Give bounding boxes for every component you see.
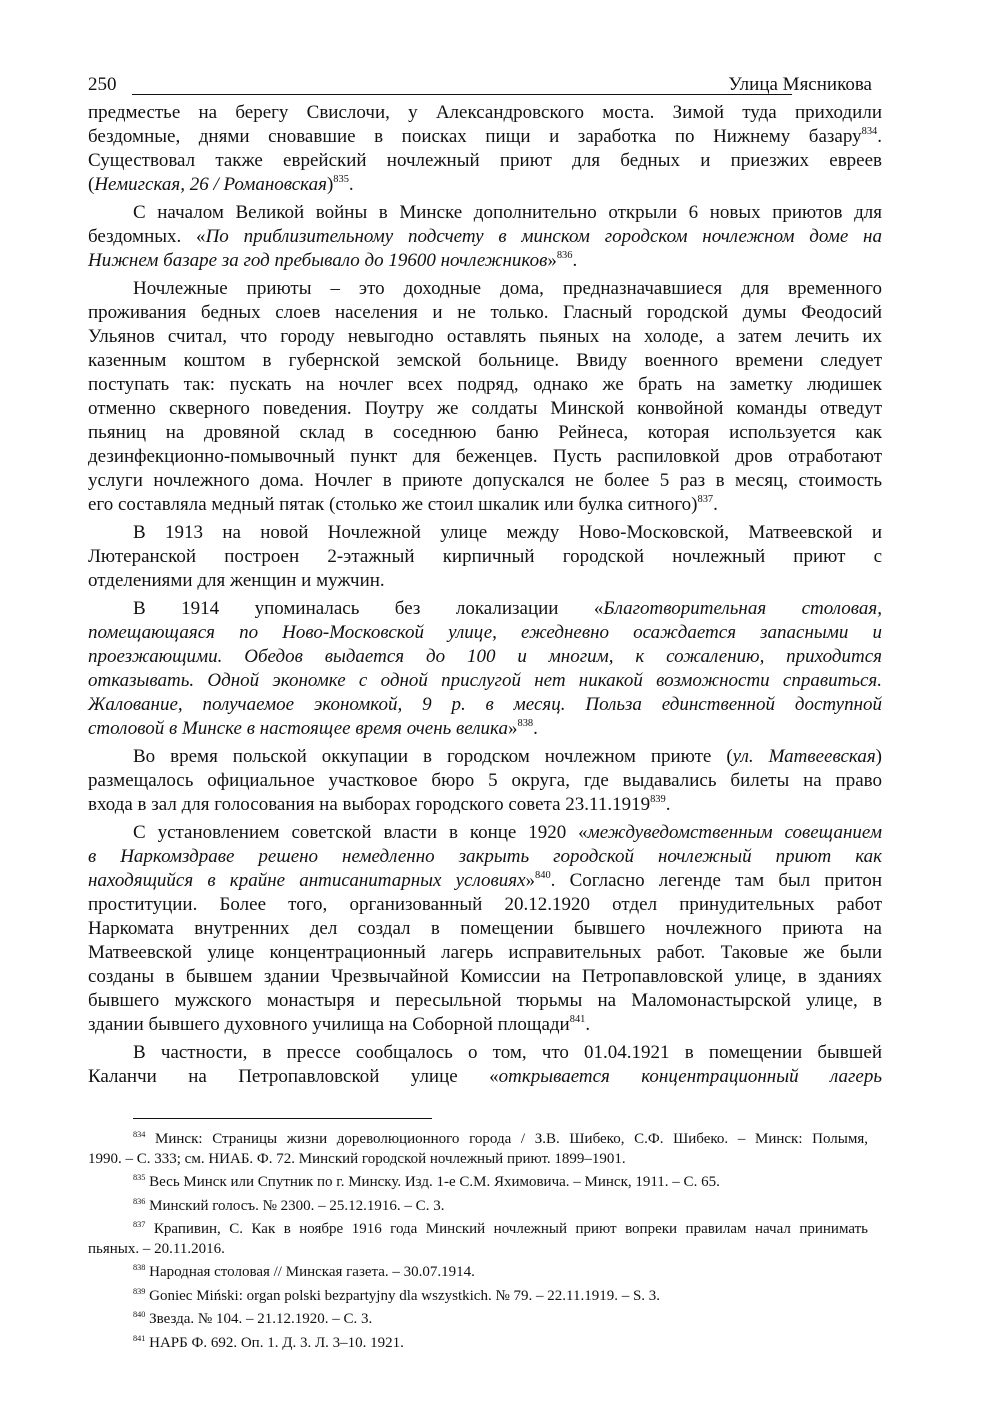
text-run: пьяниц на дровяной склад в соседнюю баню Рейнеса, которая используется как xyxy=(88,422,882,443)
text-run: отделениями для женщин и мужчин. xyxy=(88,570,385,591)
footnote-ref: 836 xyxy=(556,250,573,262)
text-run: дезинфекционно-помывочный пункт для беженцев. Пусть распиловкой дров отработают xyxy=(88,446,882,467)
text-run: В частности, в прессе сообщалось о том, что 01.04.1921 в помещении бывшей xyxy=(133,1042,882,1063)
footnote-ref: 840 xyxy=(535,870,551,882)
quoted-text: Жалование, получаемое экономкой, 9 р. в месяц. Польза единственной доступной xyxy=(88,694,882,715)
footnote xyxy=(88,1197,868,1217)
text-run: Минск: Страницы жизни дореволюционного города / З.В. Шибеко, С.Ф. Шибеко. – Минск: Полымя, xyxy=(145,1131,868,1147)
text-line xyxy=(88,893,882,917)
main-text xyxy=(88,101,882,1089)
text-line xyxy=(88,1130,868,1150)
text-run: Минский голосъ. № 2300. – 25.12.1916. – С. 3. xyxy=(145,1197,445,1214)
text-line xyxy=(88,965,882,989)
text-line xyxy=(88,349,882,373)
text-run: . xyxy=(533,718,538,739)
text-run: услуги ночлежного дома. Ночлег в приюте допускался не более 5 раз в месяц, стоимость xyxy=(88,470,882,491)
paragraph xyxy=(88,201,882,273)
text-line xyxy=(88,225,882,249)
text-line xyxy=(88,545,882,569)
footnote xyxy=(88,1130,868,1169)
text-line xyxy=(88,149,882,173)
text-line xyxy=(88,769,882,793)
text-line xyxy=(88,693,882,717)
text-run: Ночлежные приюты – это доходные дома, предназначавшиеся для временного xyxy=(133,278,882,299)
text-run: ) xyxy=(326,174,334,195)
text-run: проживания бедных слоев населения и не только. Гласный городской думы Феодосий xyxy=(88,302,882,323)
text-run: . xyxy=(585,1014,591,1035)
text-run: С началом Великой войны в Минске дополнительно открыли 6 новых приютов для xyxy=(133,202,882,223)
footnote-ref: 838 xyxy=(133,1262,146,1272)
text-line xyxy=(88,1173,868,1193)
text-line xyxy=(88,1041,882,1065)
text-run: С установлением советской власти в конце 1920 « xyxy=(133,822,588,843)
text-line xyxy=(88,1150,868,1170)
text-line xyxy=(88,201,882,225)
text-run: » xyxy=(525,870,536,891)
text-line xyxy=(88,717,882,741)
text-line xyxy=(88,1013,882,1037)
footnote xyxy=(88,1173,868,1193)
text-run: бездомных. « xyxy=(88,226,206,247)
text-line xyxy=(88,1334,868,1354)
text-run: НАРБ Ф. 692. Оп. 1. Д. 3. Л. 3–10. 1921. xyxy=(145,1334,404,1351)
text-run: казенным коштом в губернской земской больнице. Ввиду военного времени следует xyxy=(88,350,882,371)
text-run: проституции. Более того, организованный 20.12.1920 отдел принудительных работ xyxy=(88,894,882,915)
text-line xyxy=(88,101,882,125)
text-line xyxy=(88,597,882,621)
paragraph xyxy=(88,1041,882,1089)
text-line xyxy=(88,521,882,545)
text-line xyxy=(88,917,882,941)
text-line xyxy=(88,397,882,421)
footnote-ref: 837 xyxy=(697,494,714,506)
text-run: Каланчи на Петропавловской улице « xyxy=(88,1066,499,1087)
quoted-text: в Наркомздраве решено немедленно закрыть городской ночлежный приют как xyxy=(88,846,882,867)
text-run: В 1913 на новой Ночлежной улице между Ново-Московской, Матвеевской и xyxy=(133,522,882,543)
header-rule xyxy=(132,94,792,95)
text-run: Ульянов считал, что городу невыгодно оставлять пьяных на холоде, а затем лечить их xyxy=(88,326,882,347)
text-run: ) xyxy=(875,746,882,767)
footnote-ref: 834 xyxy=(861,126,878,138)
text-run: . xyxy=(572,250,578,271)
text-line xyxy=(88,745,882,769)
text-run: бывшего мужского монастыря и пересыльной тюрьмы на Маломонастырской улице, в xyxy=(88,990,882,1011)
text-run: Народная столовая // Минская газета. – 30.07.1914. xyxy=(145,1264,475,1280)
text-run: Звезда. № 104. – 21.12.1920. – С. 3. xyxy=(145,1311,373,1327)
text-line xyxy=(88,621,882,645)
footnote-ref: 839 xyxy=(650,794,666,806)
quoted-text: междуведомственным совещанием xyxy=(587,822,882,843)
page-number: 250 xyxy=(88,74,117,95)
text-line xyxy=(88,301,882,325)
footnote-ref: 837 xyxy=(133,1219,146,1229)
text-line xyxy=(88,469,882,493)
text-run: предместье на берегу Свислочи, у Александровского моста. Зимой туда приходили xyxy=(88,102,882,123)
text-line xyxy=(88,793,882,817)
text-run: . xyxy=(713,494,718,515)
text-line xyxy=(88,125,882,149)
text-run: . xyxy=(348,174,354,195)
footnote xyxy=(88,1263,868,1283)
footnote xyxy=(88,1310,868,1330)
quoted-text: отказывать. Одной экономке с одной прислугой нет никакой возможности справиться. xyxy=(88,670,882,691)
text-line xyxy=(88,277,882,301)
text-run: входа в зал для голосования на выборах городского совета 23.11.1919 xyxy=(88,794,651,815)
footnote xyxy=(88,1220,868,1259)
text-line xyxy=(88,493,882,517)
text-line xyxy=(88,941,882,965)
text-line xyxy=(88,821,882,845)
footnotes xyxy=(88,1130,868,1353)
quoted-text: помещающаяся по Ново-Московской улице, ежедневно осаждается запасными и xyxy=(88,622,882,643)
text-line xyxy=(88,569,882,593)
footnote-separator xyxy=(133,1118,432,1119)
text-run: . Согласно легенде там был притон xyxy=(550,870,882,891)
footnote-ref: 840 xyxy=(133,1309,146,1319)
quoted-text: столовой в Минске в настоящее время очень велика xyxy=(88,718,508,739)
text-run: пьяных. – 20.11.2016. xyxy=(88,1240,225,1257)
quoted-text: Нижнем базаре за год пребывало до 19600 ночлежников xyxy=(88,250,548,271)
running-header xyxy=(88,74,872,100)
quoted-text: По приблизительному подсчету в минском городском ночлежном доме на xyxy=(205,226,882,247)
footnote-ref: 835 xyxy=(133,1172,146,1182)
text-line xyxy=(88,173,882,197)
text-run: . xyxy=(877,126,882,147)
text-line xyxy=(88,1197,868,1217)
text-line xyxy=(88,1287,868,1307)
text-run: Наркомата внутренних дел создал в помещении бывшего ночлежного приюта на xyxy=(88,918,882,939)
text-line xyxy=(88,445,882,469)
text-line xyxy=(88,989,882,1013)
footnote-ref: 836 xyxy=(133,1196,146,1206)
paragraph xyxy=(88,101,882,197)
text-run: отменно скверного поведения. Поутру же солдаты Минской конвойной команды отведут xyxy=(88,398,882,419)
text-line xyxy=(88,1220,868,1240)
quoted-text: Благотворительная столовая, xyxy=(603,598,882,619)
paragraph xyxy=(88,521,882,593)
paragraph xyxy=(88,745,882,817)
quoted-text: проезжающими. Обедов выдается до 100 и многим, к сожалению, приходится xyxy=(88,646,882,667)
text-run: Матвеевской улице концентрационный лагерь исправительных работ. Таковые же были xyxy=(88,942,882,963)
text-line xyxy=(88,325,882,349)
text-run: В 1914 упоминалась без локализации « xyxy=(133,598,604,619)
text-line xyxy=(88,421,882,445)
footnote-ref: 839 xyxy=(133,1286,146,1296)
paragraph xyxy=(88,821,882,1037)
text-run: размещалось официальное участковое бюро 5 округа, где выдавались билеты на право xyxy=(88,770,882,791)
text-run: . xyxy=(665,794,671,815)
text-run: бездомные, днями сновавшие в поисках пищи и заработка по Нижнему базару xyxy=(88,126,862,147)
text-run: » xyxy=(547,250,557,271)
text-run: Весь Минск или Спутник по г. Минску. Изд. 1-е С.М. Яхимовича. – Минск, 1911. – С. 65. xyxy=(145,1174,720,1190)
text-run: ( xyxy=(88,174,95,195)
footnote-ref: 834 xyxy=(133,1129,146,1139)
text-line xyxy=(88,869,882,893)
text-run: Крапивин, С. Как в ноябре 1916 года Минский ночлежный приют вопреки правилам начал принимать xyxy=(145,1221,868,1237)
quoted-text: Немигская, 26 / Романовская xyxy=(94,174,327,195)
running-title: Улица Мясникова xyxy=(728,74,872,95)
text-run: 1990. – С. 333; см. НИАБ. Ф. 72. Минский городской ночлежный приют. 1899–1901. xyxy=(88,1150,626,1167)
text-line xyxy=(88,1065,882,1089)
paragraph xyxy=(88,277,882,517)
text-run: Существовал также еврейский ночлежный приют для бедных и приезжих евреев xyxy=(88,150,882,171)
text-run: » xyxy=(507,718,518,739)
text-run: Лютеранской построен 2-этажный кирпичный городской ночлежный приют с xyxy=(88,546,882,567)
quoted-text: открывается концентрационный лагерь xyxy=(498,1066,882,1087)
text-line xyxy=(88,669,882,693)
footnote-ref: 835 xyxy=(333,174,349,186)
text-line xyxy=(88,373,882,397)
quoted-text: находящийся в крайне антисанитарных условиях xyxy=(88,870,526,891)
footnote-ref: 838 xyxy=(517,718,534,730)
text-line xyxy=(88,1263,868,1283)
text-line xyxy=(88,645,882,669)
text-line xyxy=(88,1310,868,1330)
text-run: Goniec Miński: organ polski bezpartyjny dla wszystkich. № 79. – 22.11.1919. – S. 3. xyxy=(145,1287,661,1304)
footnote xyxy=(88,1287,868,1307)
quoted-text: ул. Матвеевская xyxy=(732,746,876,767)
text-line xyxy=(88,845,882,869)
footnote xyxy=(88,1334,868,1354)
footnote-ref: 841 xyxy=(569,1014,586,1026)
text-run: Во время польской оккупации в городском ночлежном приюте ( xyxy=(133,746,733,767)
text-line xyxy=(88,1240,868,1260)
text-run: созданы в бывшем здании Чрезвычайной Комиссии на Петропавловской улице, в зданиях xyxy=(88,966,882,987)
text-run: его составляла медный пятак (столько же стоил шкалик или булка ситного) xyxy=(88,494,698,515)
footnote-ref: 841 xyxy=(133,1333,146,1343)
paragraph xyxy=(88,597,882,741)
text-run: поступать так: пускать на ночлег всех подряд, однако же брать на заметку людишек xyxy=(88,374,882,395)
text-line xyxy=(88,249,882,273)
text-run: здании бывшего духовного училища на Соборной площади xyxy=(88,1014,570,1035)
